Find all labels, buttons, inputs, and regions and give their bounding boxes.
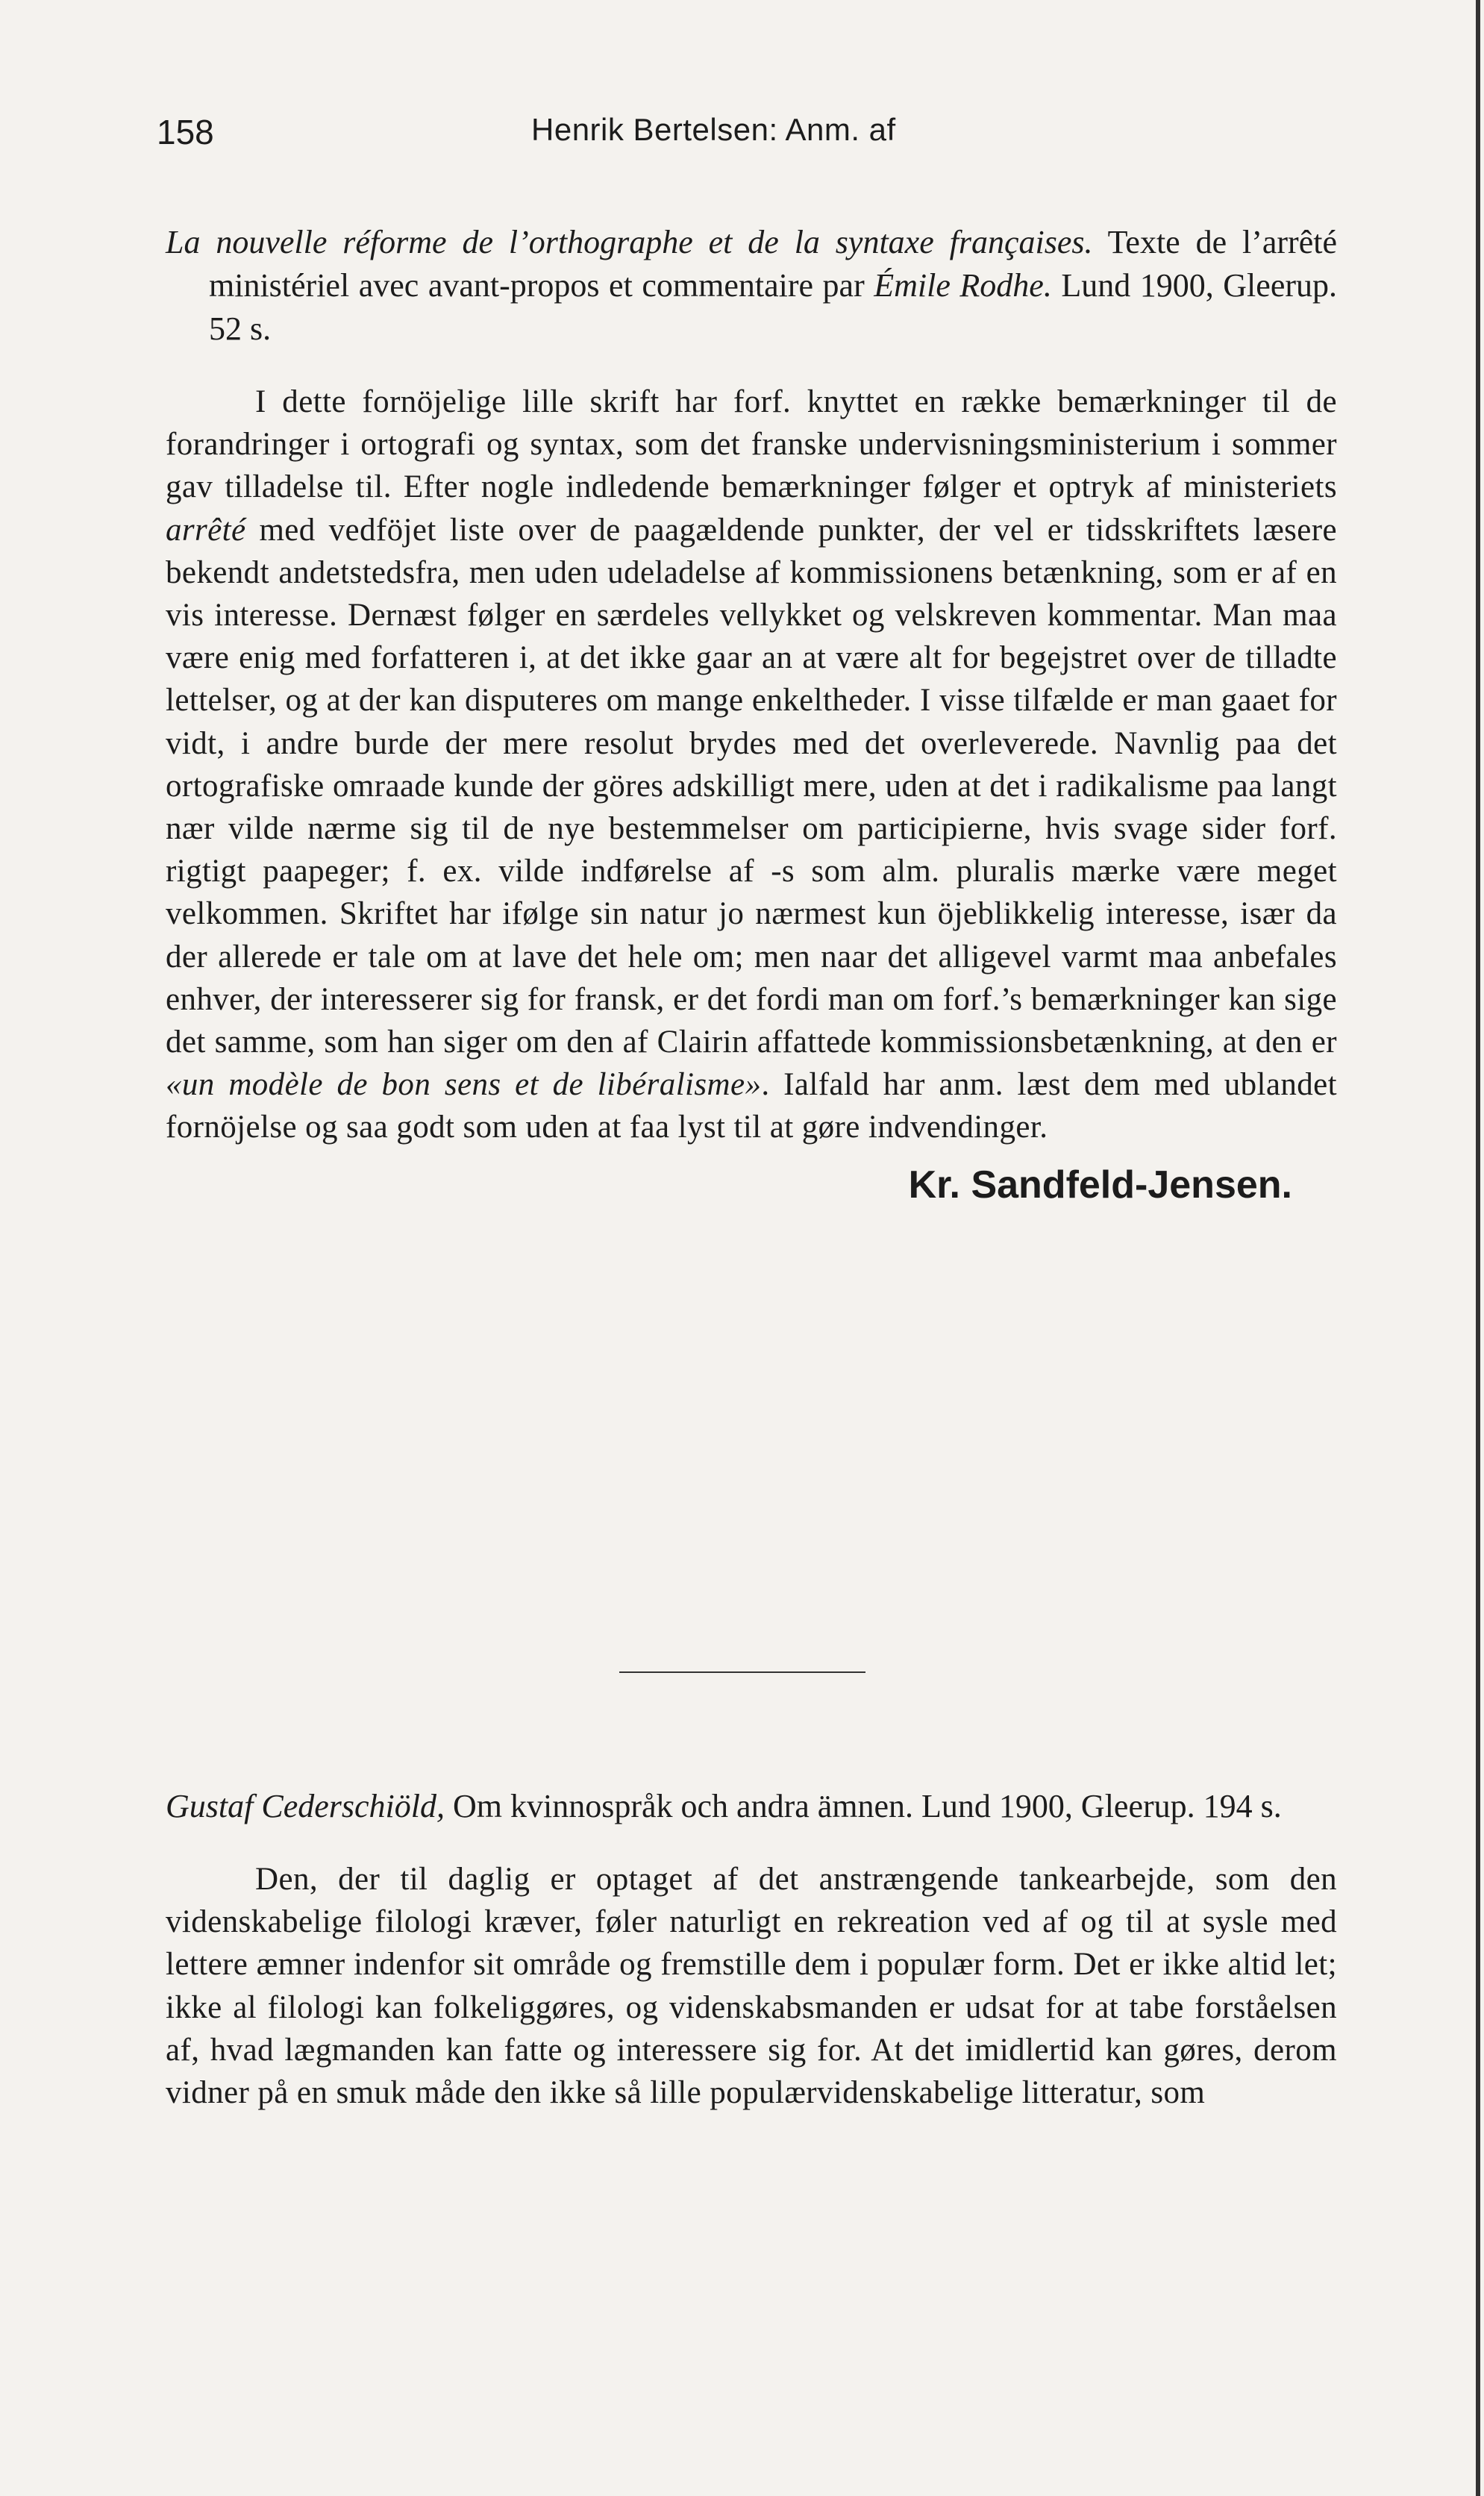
italic-term: arrêté <box>166 512 246 548</box>
editor-name: Émile Rodhe. <box>874 267 1052 304</box>
running-header <box>0 104 1484 157</box>
author-name: Gustaf Cederschiöld, <box>166 1788 445 1824</box>
publication-info-1: Lund 1900, Gleerup. 52 s. <box>209 267 1337 347</box>
review-2 <box>166 1785 1337 2114</box>
citation-2-detail: Om kvinnospråk och andra ämnen. Lund 1900, Gleerup. 194 s. <box>444 1788 1282 1824</box>
running-title: Henrik Bertelsen: Anm. af <box>531 112 896 147</box>
reviewer-signature: Kr. Sandfeld-Jensen. <box>908 1163 1292 1207</box>
body-text-segment: . Ialfald har anm. læst dem med ublandet fornöjelse og saa godt som uden at faa lyst til at gøre indvendinger. <box>166 1067 1338 1145</box>
citation-1-detail: Texte de l’arrêté ministériel avec avant-propos et commentaire par <box>209 224 1337 304</box>
body-text-segment: med vedföjet liste over de paagældende punkter, der vel er tidsskriftets læsere bekendt andetstedsfra, men uden udeladelse af kommissionens betænkning, som er af en vis interesse. Dernæst følger en særdeles vellykket og velskreven kommentar. Man maa være enig med forfatteren i, at det ikke gaar an at være alt for begejstret over de tilladte lettelser, og at der kan disputeres om mange enkeltheder. I visse tilfælde er man gaaet for vidt, i andre burde der mere resolut brydes med det overleverede. Navnlig paa det ortografiske omraade kunde der göres adskilligt mere, uden at det i radikalisme paa langt nær vilde nærme sig til de nye bestemmelser om participierne, hvis svage sider forf. rigtigt paapeger; f. ex. vilde indførelse af -s som alm. pluralis mærke være meget velkommen. Skriftet har ifølge sin natur jo nærmest kun öjeblikkelig interesse, især da der allerede er tale om at lave det hele om; men naar det alligevel varmt maa anbefales enhver, der interesserer sig for fransk, er det fordi man om forf.’s bemærkninger kan sige det samme, som han siger om den af Clairin affattede kommissionsbetænkning, at den er <box>166 512 1337 1060</box>
review-2-body: Den, der til daglig er optaget af det anstrængende tankearbejde, som den videnskabelige filologi kræver, føler naturligt en rekreation ved af og til at sysle med lettere æmner indenfor sit område og fremstille dem i populær form. Det er ikke altid let; ikke al filologi kan folkeliggøres, og videnskabsmanden er udsat for at tabe forståelsen af, hvad lægmanden kan fatte og interessere sig for. At det imidlertid kan gøres, derom vidner på en smuk måde den ikke så lille populærvidenskabelige litteratur, som <box>166 1862 1337 2111</box>
italic-quote: «un modèle de bon sens et de libéralisme» <box>166 1067 762 1103</box>
page-number: 158 <box>157 113 214 151</box>
book-title-1: La nouvelle réforme de l’orthographe et de la syntaxe françaises. <box>166 224 1093 260</box>
citation-1 <box>166 221 1337 351</box>
review-1 <box>166 221 1337 1207</box>
review-1-body <box>166 381 1337 1149</box>
page-edge-shadow <box>1476 0 1480 2496</box>
citation-2 <box>166 1785 1337 1828</box>
body-text-segment: I dette fornöjelige lille skrift har forf. knyttet en række bemærkninger til de forandringer i ortografi og syntax, som det franske undervisningsministerium i sommer gav tilladelse til. Efter nogle indledende bemærkninger følger et optryk af ministeriets <box>166 384 1337 505</box>
section-divider <box>619 1671 865 1673</box>
